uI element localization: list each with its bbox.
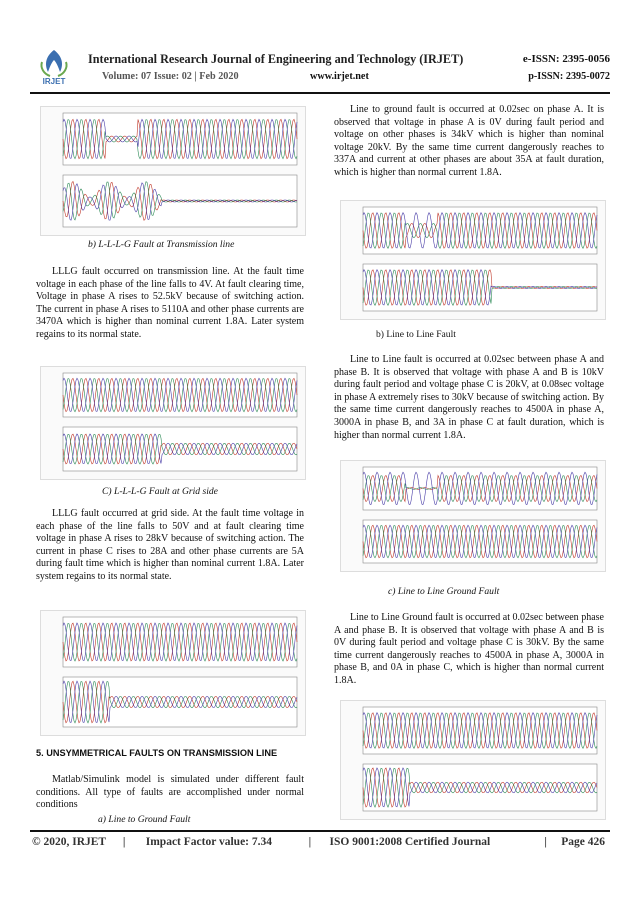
- journal-header: [32, 46, 610, 90]
- figure-ll-ground-plots: [340, 700, 606, 820]
- figure-lllg-grid: [40, 366, 306, 480]
- logo-text: IRJET: [42, 77, 66, 86]
- figure-line-to-line-ground: [340, 460, 606, 572]
- footer-sep-2: |: [308, 836, 312, 848]
- footer-page: Page 426: [561, 836, 606, 848]
- footer-copyright: © 2020, IRJET: [32, 836, 107, 848]
- footer-impact: Impact Factor value: 7.34: [145, 836, 273, 848]
- journal-title: International Research Journal of Engineering and Technology (IRJET): [88, 52, 464, 66]
- paragraph-line-to-line: Line to Line fault is occurred at 0.02sec between phase A and phase B. It is observed that voltage with phase A and B is 10kV during fault period and voltage phase C is 20kV, at 0.08sec voltage in phase A extremely rises to 30kV because of switching action. By the same time current dangerously reaches to 4500A in phase A, 3000A in phase B, and 3A in phase C at fault duration, which is higher than normal current 1.8A.: [334, 354, 604, 441]
- irjet-logo: [34, 46, 74, 86]
- figure-line-to-line: [340, 200, 606, 320]
- paragraph-line-to-line-ground: Line to Line Ground fault is occurred at 0.02sec between phase A and phase B. It is observed that voltage with phase A and B is 0V during fault period and voltage phase C is 30kV. By the same time current dangerously reaches to 4500A in phase A, 3000A in phase B, and 0A in phase C, which is higher than normal current 1.8A.: [334, 612, 604, 686]
- footer: [32, 836, 610, 848]
- footer-rule: [30, 830, 610, 832]
- section-heading: 5. UNSYMMETRICAL FAULTS ON TRANSMISSION LINE: [36, 748, 278, 758]
- subheading-line-to-ground: a) Line to Ground Fault: [98, 814, 191, 825]
- volume-issue: Volume: 07 Issue: 02 | Feb 2020: [102, 71, 239, 82]
- paragraph-line-to-ground: Line to ground fault is occurred at 0.02sec on phase A. It is observed that voltage in phase A is 0V during fault period and voltage on other phases is 34kV which is higher than nominal voltage 20kV. By the same time current dangerously reaches to 337A and current at other phases are about 35A at fault duration, which is higher than normal current 1.8A.: [334, 104, 604, 178]
- header-rule: [30, 92, 610, 94]
- caption-lllg-grid: C) L-L-L-G Fault at Grid side: [102, 486, 218, 497]
- caption-line-to-line: b) Line to Line Fault: [376, 329, 456, 340]
- journal-website: www.irjet.net: [310, 71, 369, 82]
- paragraph-lllg-transmission: LLLG fault occurred on transmission line. At the fault time voltage in each phase of the line falls to 4V. At fault clearing time, Voltage in phase A rises to 52.5kV because of switching action. The current in phase A rises to 5110A and other phase currents are 3470A which is higher than nominal current 1.8A. Later system regains to its normal state.: [36, 266, 304, 340]
- caption-line-to-line-ground: c) Line to Line Ground Fault: [388, 586, 500, 597]
- caption-lllg-transmission: b) L-L-L-G Fault at Transmission line: [88, 239, 235, 250]
- paragraph-lllg-grid: LLLG fault occurred at grid side. At the fault time voltage in each phase of the line falls to 50V and at fault clearing time voltage in phase A rises to 28kV because of switching action. The current in phase C rises to 28A and other phase currents are 5A during fault time which is higher than nominal current 1.8A. Later system regains to its normal state.: [36, 508, 304, 582]
- p-issn: p-ISSN: 2395-0072: [528, 71, 610, 82]
- footer-sep-1: |: [122, 836, 126, 848]
- figure-line-to-ground: [40, 610, 306, 736]
- e-issn: e-ISSN: 2395-0056: [522, 53, 610, 65]
- paragraph-intro: Matlab/Simulink model is simulated under different fault conditions. All type of faults are accomplished under normal conditions: [36, 774, 304, 811]
- footer-sep-3: |: [544, 836, 547, 848]
- figure-lllg-transmission: [40, 106, 306, 236]
- footer-iso: ISO 9001:2008 Certified Journal: [329, 836, 491, 848]
